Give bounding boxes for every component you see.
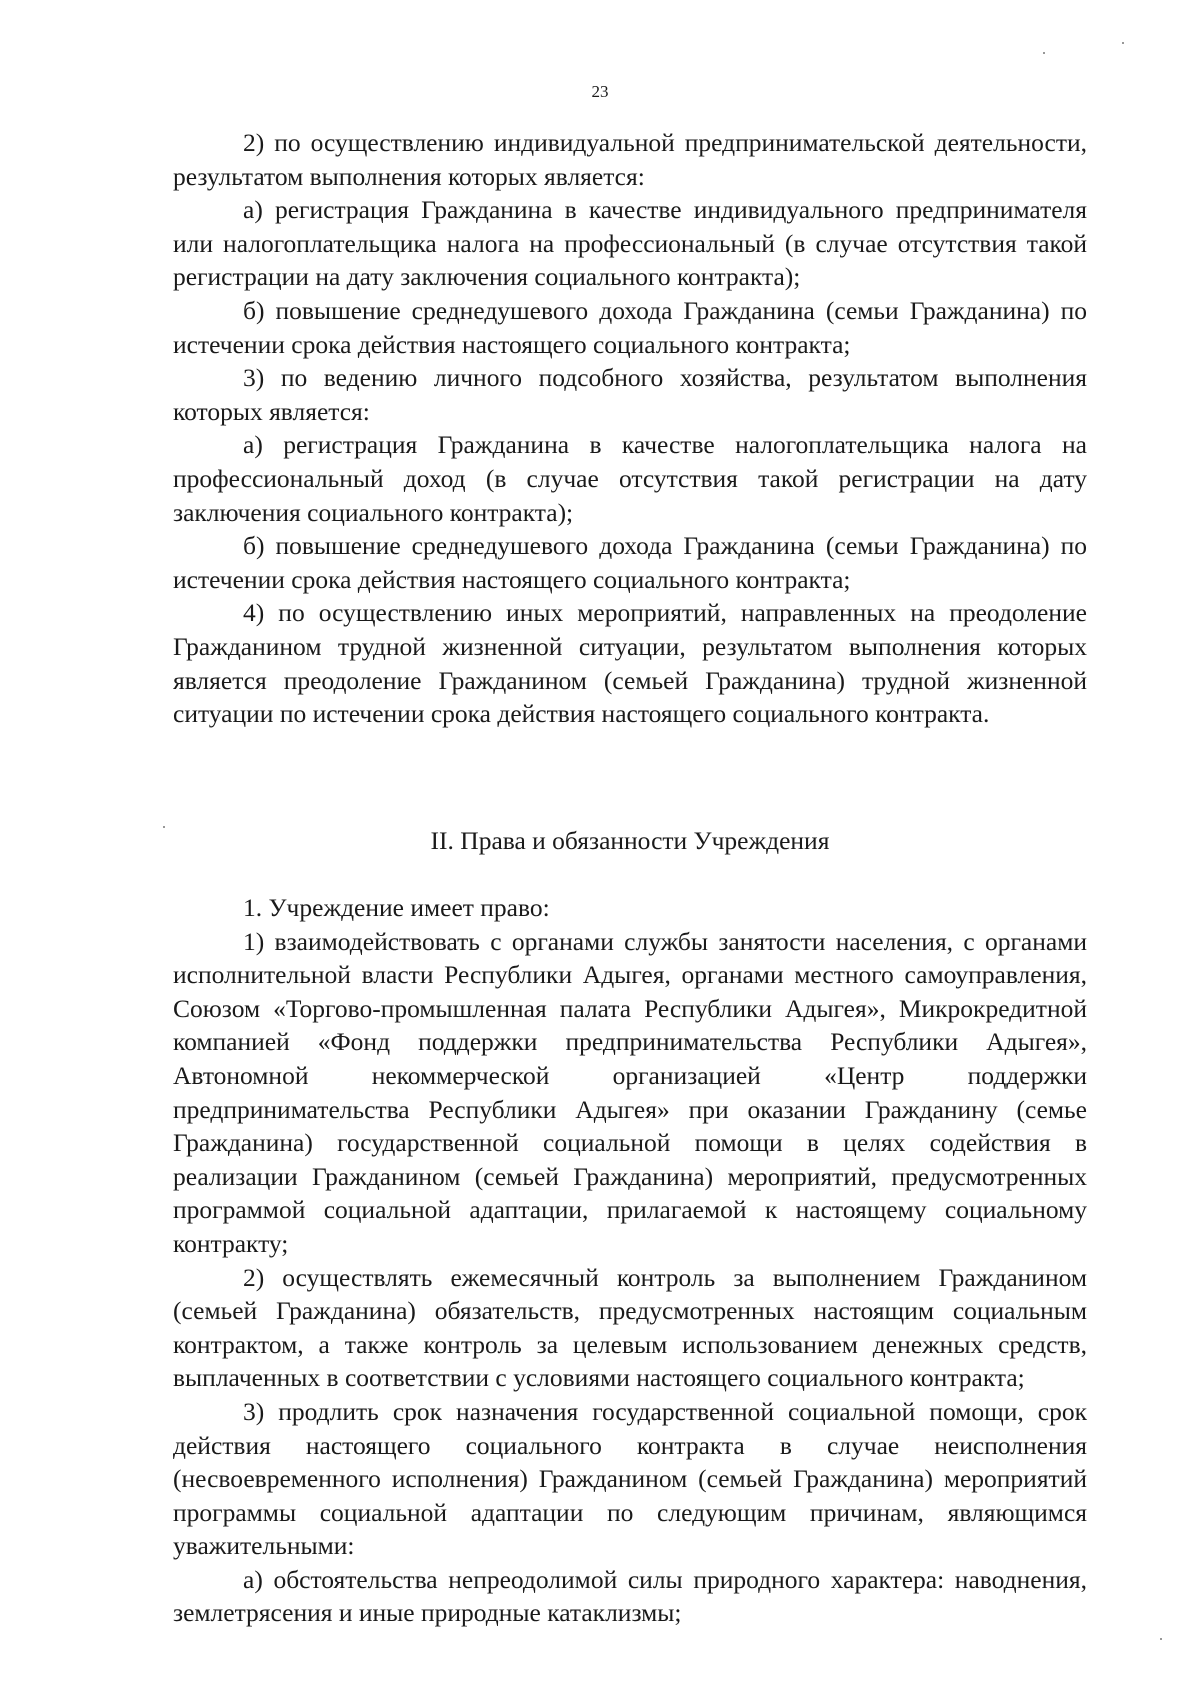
paragraph: 2) по осуществлению индивидуальной предпринимательской деятельности, результатом выполнения которых является:: [173, 128, 1087, 191]
text-block-bottom: [173, 891, 1087, 1630]
paragraph: а) регистрация Гражданина в качестве индивидуального предпринимателя или налогоплательщика налога на профессиональный (в случае отсутствия такой регистрации на дату заключения социального контракта);: [173, 195, 1087, 292]
scan-speck: [163, 826, 165, 828]
text-block-top: [173, 126, 1087, 731]
scan-speck: [1043, 52, 1045, 54]
paragraph: 2) осуществлять ежемесячный контроль за выполнением Гражданином (семьей Гражданина) обязательств, предусмотренных настоящим социальным контрактом, а также контроль за целевым использованием денежных средств, выплаченных в соответствии с условиями настоящего социального контракта;: [173, 1262, 1087, 1393]
page-number: 23: [591, 82, 609, 101]
paragraph: б) повышение среднедушевого дохода Гражданина (семьи Гражданина) по истечении срока действия настоящего социального контракта;: [173, 531, 1087, 594]
paragraph: 3) по ведению личного подсобного хозяйства, результатом выполнения которых является:: [173, 363, 1087, 426]
scan-speck: [1122, 42, 1124, 44]
scan-speck: [1160, 1638, 1162, 1640]
paragraph: б) повышение среднедушевого дохода Гражданина (семьи Гражданина) по истечении срока действия настоящего социального контракта;: [173, 295, 1087, 359]
paragraph: 3) продлить срок назначения государственной социальной помощи, срок действия настоящего социального контракта в случае неисполнения (несвоевременного исполнения) Гражданином (семьей Гражданина) мероприятий программы социальной адаптации по следующим причинам, являющимся уважительными:: [173, 1396, 1087, 1561]
paragraph: 4) по осуществлению иных мероприятий, направленных на преодоление Гражданином трудной жизненной ситуации, результатом выполнения которых является преодоление Гражданином (семьей Гражданина) трудной жизненной ситуации по истечении срока действия настоящего социального контракта.: [173, 598, 1087, 729]
paragraph: а) регистрация Гражданина в качестве налогоплательщика налога на профессиональный доход (в случае отсутствия такой регистрации на дату заключения социального контракта);: [173, 430, 1087, 527]
paragraph: а) обстоятельства непреодолимой силы природного характера: наводнения, землетрясения и иные природные катаклизмы;: [173, 1564, 1087, 1628]
paragraph: 1. Учреждение имеет право:: [243, 893, 550, 922]
paragraph: 1) взаимодействовать с органами службы занятости населения, с органами исполнительной власти Республики Адыгея, органами местного самоуправления, Союзом «Торгово-промышленная палата Республики Адыгея», Микрокредитной компанией «Фонд поддержки предпринимательства Республики Адыгея», Автономной некоммерческой организацией «Центр поддержки предпринимательства Республики Адыгея» при оказании Гражданину (семье Гражданина) государственной социальной помощи в целях содействия в реализации Гражданином (семьей Гражданина) мероприятий, предусмотренных программой социальной адаптации, прилагаемой к настоящему социальному контракту;: [173, 926, 1087, 1258]
section-heading: II. Права и обязанности Учреждения: [430, 826, 830, 855]
